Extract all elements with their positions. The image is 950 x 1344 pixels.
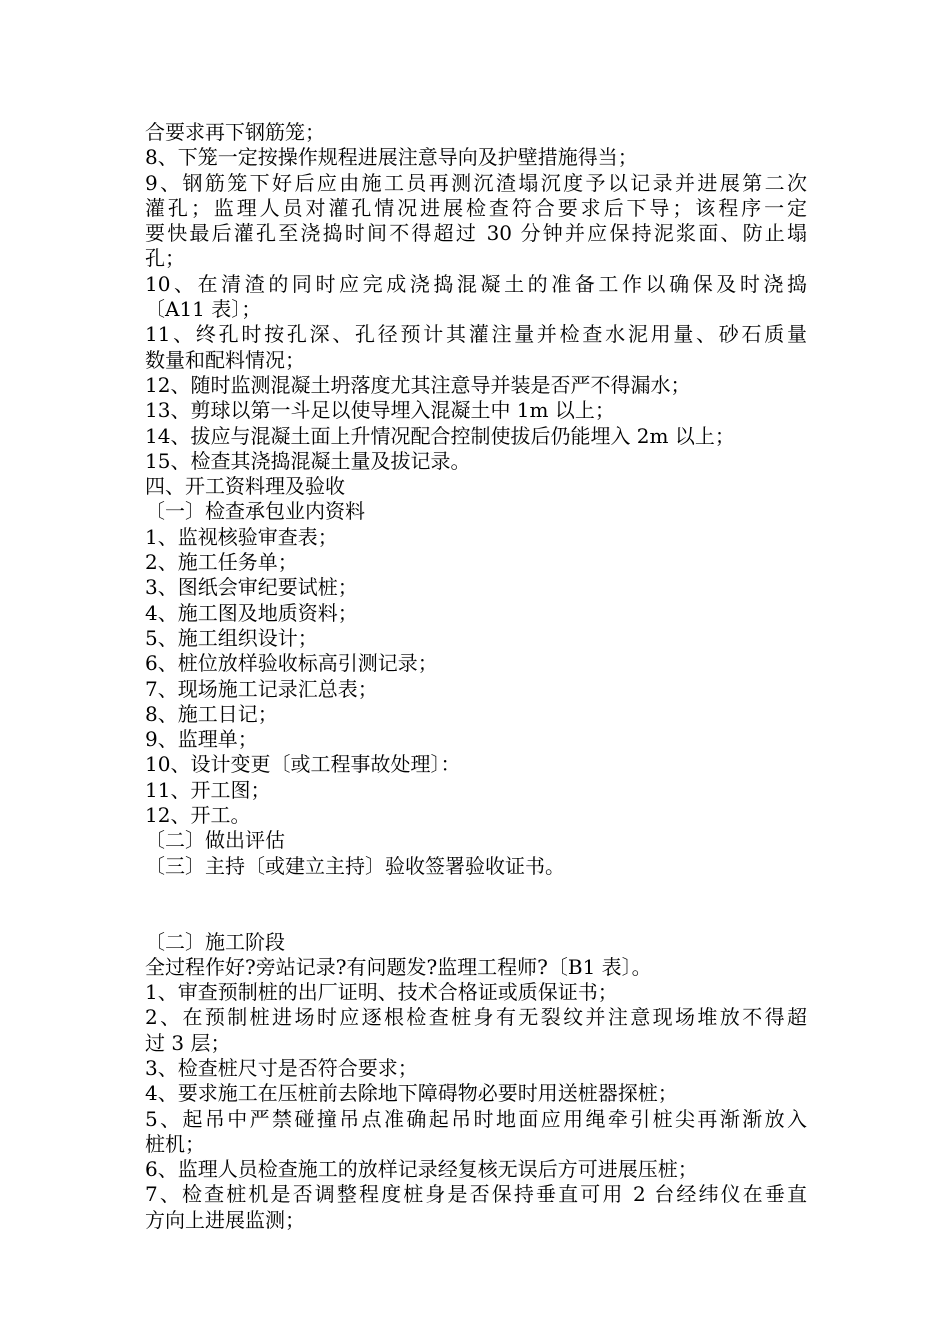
text-line: 方向上进展监测； (145, 1207, 305, 1232)
text-line: 2、施工任务单； (145, 550, 298, 575)
text-line: 3、检查桩尺寸是否符合要求； (145, 1055, 418, 1080)
text-line: 1、审查预制桩的出厂证明、技术合格证或质保证书； (145, 980, 618, 1005)
text-line: 5、起吊中严禁碰撞吊点准确起吊时地面应用绳牵引桩尖再渐渐放入 (145, 1106, 807, 1131)
text-line: 1、监视核验审查表； (145, 524, 338, 549)
text-line: 10、在清渣的同时应完成浇捣混凝土的准备工作以确保及时浇捣 (145, 271, 807, 296)
text-line: 8、下笼一定按操作规程进展注意导向及护壁措施得当； (145, 145, 638, 170)
text-line: 13、剪球以第一斗足以使导埋入混凝土中 1m 以上； (145, 398, 615, 423)
text-line: 12、随时监测混凝土坍落度尤其注意导并装是否严不得漏水； (145, 372, 691, 397)
text-line: 过 3 层； (145, 1030, 231, 1055)
text-line: 全过程作好?旁站记录?有问题发?监理工程师?〔B1 表〕。 (145, 954, 652, 979)
text-line: 6、桩位放样验收标高引测记录； (145, 651, 438, 676)
text-line: 11、开工图； (145, 777, 271, 802)
text-line: 〔一〕检查承包业内资料 (145, 499, 365, 524)
text-line: 合要求再下钢筋笼； (145, 120, 325, 144)
text-line: 7、现场施工记录汇总表； (145, 676, 378, 701)
text-line: 3、图纸会审纪要试桩； (145, 575, 358, 600)
text-line: 〔三〕主持〔或建立主持〕验收签署验收证书。 (145, 853, 565, 878)
text-line: 4、施工图及地质资料； (145, 600, 358, 625)
text-line: 2、在预制桩进场时应逐根检查桩身有无裂纹并注意现场堆放不得超 (145, 1005, 807, 1030)
text-line: 14、拔应与混凝土面上升情况配合控制使拔后仍能埋入 2m 以上； (145, 423, 735, 448)
text-line: 9、钢筋笼下好后应由施工员再测沉渣塌沉度予以记录并进展第二次 (145, 170, 807, 195)
text-line: 要快最后灌孔至浇捣时间不得超过 30 分钟并应保持泥浆面、防止塌 (145, 221, 807, 246)
text-line: 6、监理人员检查施工的放样记录经复核无误后方可进展压桩； (145, 1157, 698, 1182)
text-line: 11、终孔时按孔深、孔径预计其灌注量并检查水泥用量、砂石质量 (145, 322, 807, 347)
text-line: 12、开工。 (145, 803, 251, 828)
text-line: 4、要求施工在压桩前去除地下障碍物必要时用送桩器探桩； (145, 1081, 678, 1106)
text-line: 9、监理单； (145, 727, 258, 752)
text-line: 〔二〕施工阶段 (145, 929, 285, 954)
text-line: 桩机； (145, 1131, 205, 1156)
text-block-construction-stage (145, 930, 807, 1234)
text-line: 8、施工日记； (145, 701, 278, 726)
text-line: 灌孔；监理人员对灌孔情况进展检查符合要求后下导；该程序一定 (145, 195, 807, 220)
text-line: 四、开工资料理及验收 (145, 474, 345, 499)
text-line: 10、设计变更〔或工程事故处理〕： (145, 752, 461, 777)
text-line: 孔； (145, 246, 185, 271)
text-line: 7、检查桩机是否调整程度桩身是否保持垂直可用 2 台经纬仪在垂直 (145, 1182, 807, 1207)
text-line: 数量和配料情况； (145, 347, 305, 372)
text-line: 〔A11 表〕； (145, 297, 262, 322)
text-block-piling-supervision (145, 120, 807, 879)
document-body (145, 120, 807, 1233)
paragraph-gap (145, 879, 807, 930)
text-line: 5、施工组织设计； (145, 625, 318, 650)
text-line: 15、检查其浇捣混凝土量及拔记录。 (145, 448, 471, 473)
text-line: 〔二〕做出评估 (145, 828, 285, 853)
